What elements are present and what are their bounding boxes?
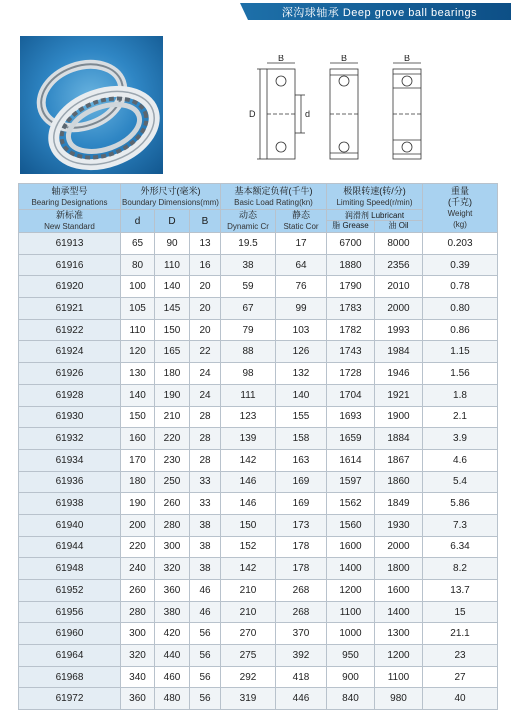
table-cell: 150 [121, 406, 155, 428]
designation-cell: 61968 [19, 666, 121, 688]
table-cell: 1200 [327, 580, 375, 602]
table-row [19, 319, 498, 341]
table-cell: 7.3 [423, 514, 498, 536]
bearing-section-diagrams [245, 55, 435, 165]
table-cell: 21.1 [423, 623, 498, 645]
table-cell: 1000 [327, 623, 375, 645]
table-row [19, 276, 498, 298]
table-cell: 1880 [327, 254, 375, 276]
table-cell: 480 [155, 688, 190, 710]
header-new-standard: 新标准 New Standard [19, 210, 121, 233]
table-cell: 980 [375, 688, 423, 710]
table-cell: 1900 [375, 406, 423, 428]
table-cell: 0.39 [423, 254, 498, 276]
banner-bar [248, 3, 511, 20]
header-D: D [155, 210, 190, 233]
table-row [19, 406, 498, 428]
table-cell: 1743 [327, 341, 375, 363]
table-cell: 950 [327, 645, 375, 667]
table-cell: 340 [121, 666, 155, 688]
table-cell: 240 [121, 558, 155, 580]
table-cell: 33 [190, 493, 221, 515]
diagram-label-b2: B [341, 55, 348, 63]
table-row [19, 493, 498, 515]
header-B: B [190, 210, 221, 233]
table-row [19, 449, 498, 471]
table-cell: 90 [155, 233, 190, 255]
table-row [19, 428, 498, 450]
table-cell: 260 [121, 580, 155, 602]
table-cell: 1921 [375, 384, 423, 406]
table-cell: 28 [190, 406, 221, 428]
table-cell: 105 [121, 298, 155, 320]
table-cell: 380 [155, 601, 190, 623]
table-cell: 38 [190, 558, 221, 580]
table-cell: 145 [155, 298, 190, 320]
table-cell: 23 [423, 645, 498, 667]
table-row [19, 254, 498, 276]
table-cell: 24 [190, 384, 221, 406]
table-cell: 268 [276, 601, 327, 623]
table-cell: 0.86 [423, 319, 498, 341]
table-cell: 13 [190, 233, 221, 255]
table-cell: 110 [121, 319, 155, 341]
designation-cell: 61928 [19, 384, 121, 406]
table-cell: 17 [276, 233, 327, 255]
table-cell: 139 [221, 428, 276, 450]
table-cell: 146 [221, 471, 276, 493]
table-row [19, 363, 498, 385]
table-row [19, 514, 498, 536]
table-row [19, 688, 498, 710]
diagram-label-inner-d: d [305, 109, 311, 119]
table-cell: 28 [190, 449, 221, 471]
table-cell: 56 [190, 688, 221, 710]
table-cell: 440 [155, 645, 190, 667]
table-cell: 4.6 [423, 449, 498, 471]
table-cell: 56 [190, 623, 221, 645]
table-cell: 24 [190, 363, 221, 385]
table-cell: 64 [276, 254, 327, 276]
table-cell: 20 [190, 276, 221, 298]
table-cell: 6.34 [423, 536, 498, 558]
table-cell: 220 [121, 536, 155, 558]
designation-cell: 61924 [19, 341, 121, 363]
table-cell: 5.86 [423, 493, 498, 515]
table-cell: 210 [155, 406, 190, 428]
table-cell: 22 [190, 341, 221, 363]
table-cell: 420 [155, 623, 190, 645]
table-row [19, 645, 498, 667]
diagram-label-b1: B [278, 55, 285, 63]
table-cell: 1659 [327, 428, 375, 450]
header-load: 基本额定负荷(千牛) Basic Load Rating(kn) [221, 184, 327, 210]
table-cell: 1614 [327, 449, 375, 471]
table-cell: 1728 [327, 363, 375, 385]
table-cell: 67 [221, 298, 276, 320]
table-cell: 250 [155, 471, 190, 493]
table-cell: 40 [423, 688, 498, 710]
table-cell: 2010 [375, 276, 423, 298]
table-row [19, 233, 498, 255]
table-cell: 320 [155, 558, 190, 580]
table-cell: 1597 [327, 471, 375, 493]
table-cell: 46 [190, 601, 221, 623]
designation-cell: 61930 [19, 406, 121, 428]
table-cell: 146 [221, 493, 276, 515]
table-row [19, 384, 498, 406]
designation-cell: 61944 [19, 536, 121, 558]
table-cell: 2356 [375, 254, 423, 276]
table-cell: 275 [221, 645, 276, 667]
table-cell: 169 [276, 493, 327, 515]
designation-cell: 61964 [19, 645, 121, 667]
header-speed: 极限转速(转/分) Limiting Speed(r/min) [327, 184, 423, 210]
header-d: d [121, 210, 155, 233]
table-cell: 140 [121, 384, 155, 406]
diagram-label-outer-d: D [249, 109, 256, 119]
table-cell: 1600 [327, 536, 375, 558]
table-cell: 140 [155, 276, 190, 298]
table-cell: 110 [155, 254, 190, 276]
table-cell: 56 [190, 666, 221, 688]
table-cell: 1.56 [423, 363, 498, 385]
table-cell: 130 [121, 363, 155, 385]
banner-title: 深沟球轴承 Deep grove ball bearings [281, 7, 478, 19]
table-cell: 123 [221, 406, 276, 428]
table-cell: 190 [155, 384, 190, 406]
table-row [19, 558, 498, 580]
table-cell: 1782 [327, 319, 375, 341]
table-cell: 268 [276, 580, 327, 602]
table-cell: 0.80 [423, 298, 498, 320]
table-cell: 280 [155, 514, 190, 536]
table-cell: 319 [221, 688, 276, 710]
table-row [19, 601, 498, 623]
table-cell: 300 [121, 623, 155, 645]
table-cell: 840 [327, 688, 375, 710]
table-cell: 3.9 [423, 428, 498, 450]
table-cell: 460 [155, 666, 190, 688]
table-cell: 142 [221, 558, 276, 580]
table-cell: 15 [423, 601, 498, 623]
table-cell: 103 [276, 319, 327, 341]
table-cell: 16 [190, 254, 221, 276]
table-cell: 173 [276, 514, 327, 536]
table-cell: 111 [221, 384, 276, 406]
table-row [19, 536, 498, 558]
table-cell: 8.2 [423, 558, 498, 580]
table-row [19, 666, 498, 688]
table-cell: 1.15 [423, 341, 498, 363]
table-cell: 65 [121, 233, 155, 255]
table-cell: 142 [221, 449, 276, 471]
diagram-label-b3: B [404, 55, 411, 63]
table-cell: 300 [155, 536, 190, 558]
table-cell: 260 [155, 493, 190, 515]
table-cell: 180 [155, 363, 190, 385]
table-cell: 230 [155, 449, 190, 471]
table-cell: 76 [276, 276, 327, 298]
table-cell: 169 [276, 471, 327, 493]
table-cell: 132 [276, 363, 327, 385]
table-cell: 46 [190, 580, 221, 602]
designation-cell: 61932 [19, 428, 121, 450]
table-cell: 126 [276, 341, 327, 363]
table-cell: 220 [155, 428, 190, 450]
table-cell: 1704 [327, 384, 375, 406]
table-cell: 1800 [375, 558, 423, 580]
table-cell: 1993 [375, 319, 423, 341]
table-cell: 1400 [375, 601, 423, 623]
table-row [19, 341, 498, 363]
table-cell: 1790 [327, 276, 375, 298]
table-cell: 360 [155, 580, 190, 602]
table-cell: 80 [121, 254, 155, 276]
table-cell: 1562 [327, 493, 375, 515]
designation-cell: 61940 [19, 514, 121, 536]
table-cell: 370 [276, 623, 327, 645]
designation-cell: 61938 [19, 493, 121, 515]
table-cell: 0.78 [423, 276, 498, 298]
table-cell: 190 [121, 493, 155, 515]
designation-cell: 61934 [19, 449, 121, 471]
table-cell: 210 [221, 580, 276, 602]
table-row [19, 623, 498, 645]
table-cell: 170 [121, 449, 155, 471]
designation-cell: 61936 [19, 471, 121, 493]
table-cell: 1600 [375, 580, 423, 602]
table-cell: 1.8 [423, 384, 498, 406]
bearing-illustration [20, 36, 163, 174]
table-cell: 900 [327, 666, 375, 688]
table-cell: 1946 [375, 363, 423, 385]
table-cell: 360 [121, 688, 155, 710]
header-static: 静态 Static Cor [276, 210, 327, 233]
table-cell: 38 [190, 536, 221, 558]
table-cell: 100 [121, 276, 155, 298]
table-cell: 446 [276, 688, 327, 710]
table-cell: 98 [221, 363, 276, 385]
bearing-table [18, 183, 498, 710]
table-cell: 320 [121, 645, 155, 667]
table-cell: 6700 [327, 233, 375, 255]
table-cell: 1884 [375, 428, 423, 450]
designation-cell: 61916 [19, 254, 121, 276]
table-cell: 59 [221, 276, 276, 298]
table-cell: 2000 [375, 536, 423, 558]
table-cell: 120 [121, 341, 155, 363]
table-cell: 392 [276, 645, 327, 667]
table-cell: 1560 [327, 514, 375, 536]
table-cell: 163 [276, 449, 327, 471]
table-cell: 28 [190, 428, 221, 450]
table-cell: 33 [190, 471, 221, 493]
table-cell: 20 [190, 298, 221, 320]
table-cell: 1100 [375, 666, 423, 688]
table-cell: 280 [121, 601, 155, 623]
table-cell: 200 [121, 514, 155, 536]
table-cell: 292 [221, 666, 276, 688]
table-cell: 150 [155, 319, 190, 341]
designation-cell: 61920 [19, 276, 121, 298]
table-cell: 19.5 [221, 233, 276, 255]
header-weight: 重量 (千克) Weight (kg) [423, 184, 498, 233]
table-cell: 210 [221, 601, 276, 623]
table-row [19, 580, 498, 602]
designation-cell: 61956 [19, 601, 121, 623]
header-dynamic: 动态 Dynamic Cr [221, 210, 276, 233]
designation-cell: 61922 [19, 319, 121, 341]
designation-cell: 61960 [19, 623, 121, 645]
designation-cell: 61921 [19, 298, 121, 320]
designation-cell: 61948 [19, 558, 121, 580]
table-cell: 152 [221, 536, 276, 558]
table-cell: 0.203 [423, 233, 498, 255]
table-cell: 180 [121, 471, 155, 493]
table-cell: 1867 [375, 449, 423, 471]
header-lubricant: 润滑剂 Lubricant 脂 Grease 油 Oil [327, 210, 423, 233]
table-cell: 1400 [327, 558, 375, 580]
table-cell: 13.7 [423, 580, 498, 602]
table-cell: 8000 [375, 233, 423, 255]
table-cell: 5.4 [423, 471, 498, 493]
table-cell: 1984 [375, 341, 423, 363]
table-cell: 1200 [375, 645, 423, 667]
table-cell: 418 [276, 666, 327, 688]
table-cell: 1100 [327, 601, 375, 623]
table-cell: 38 [190, 514, 221, 536]
designation-cell: 61913 [19, 233, 121, 255]
table-cell: 1930 [375, 514, 423, 536]
table-cell: 27 [423, 666, 498, 688]
table-cell: 270 [221, 623, 276, 645]
table-row [19, 298, 498, 320]
table-cell: 2000 [375, 298, 423, 320]
table-cell: 38 [221, 254, 276, 276]
table-cell: 140 [276, 384, 327, 406]
table-cell: 178 [276, 536, 327, 558]
table-cell: 1860 [375, 471, 423, 493]
header-designation: 轴承型号 Bearing Designations [19, 184, 121, 210]
table-cell: 99 [276, 298, 327, 320]
table-cell: 155 [276, 406, 327, 428]
table-cell: 88 [221, 341, 276, 363]
table-cell: 1849 [375, 493, 423, 515]
header-boundary: 外形尺寸(毫米) Boundary Dimensions(mm) [121, 184, 221, 210]
designation-cell: 61972 [19, 688, 121, 710]
designation-cell: 61952 [19, 580, 121, 602]
table-cell: 20 [190, 319, 221, 341]
table-cell: 1693 [327, 406, 375, 428]
table-cell: 165 [155, 341, 190, 363]
table-cell: 1783 [327, 298, 375, 320]
table-body [19, 233, 498, 710]
bearing-photo [20, 36, 163, 174]
table-cell: 2.1 [423, 406, 498, 428]
table-cell: 56 [190, 645, 221, 667]
table-cell: 160 [121, 428, 155, 450]
header-banner [0, 0, 511, 22]
table-cell: 150 [221, 514, 276, 536]
table-cell: 79 [221, 319, 276, 341]
table-cell: 178 [276, 558, 327, 580]
table-cell: 1300 [375, 623, 423, 645]
table-cell: 158 [276, 428, 327, 450]
table-row [19, 471, 498, 493]
designation-cell: 61926 [19, 363, 121, 385]
